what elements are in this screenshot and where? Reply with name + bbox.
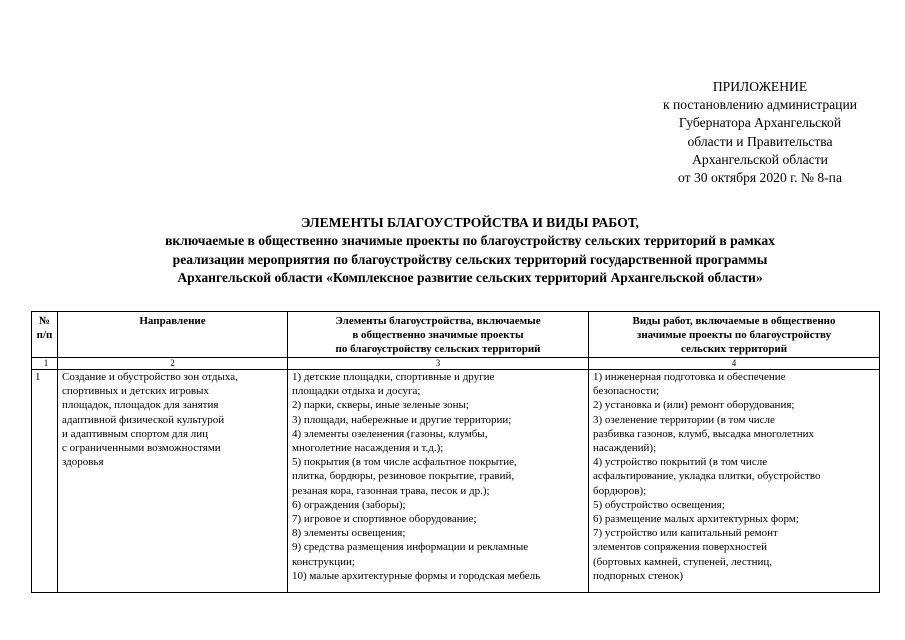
header-works: Виды работ, включаемые в общественно значимые проекты по благоустройству сельских территорий	[589, 312, 880, 358]
header-elements: Элементы благоустройства, включаемые в общественно значимые проекты по благоустройству сельских территорий	[288, 312, 589, 358]
appendix-line: области и Правительства	[687, 133, 833, 149]
column-number: 1	[32, 358, 58, 370]
appendix-line: Архангельской области	[692, 151, 828, 167]
appendix-block	[630, 78, 890, 187]
title-line: реализации мероприятия по благоустройству сельских территорий государственной программы	[172, 251, 768, 267]
column-number-row	[32, 358, 880, 370]
works-table	[31, 311, 880, 593]
row-number: 1	[32, 370, 58, 593]
title-line: включаемые в общественно значимые проекты по благоустройству сельских территорий в рамках	[165, 233, 775, 249]
document-title	[40, 214, 900, 288]
appendix-line: Губернатора Архангельской	[678, 115, 842, 131]
elements-cell: 1) детские площадки, спортивные и другие площадки отдыха и досуга; 2) парки, скверы, иные зеленые зоны; 3) площади, набережные и другие территории; 4) элементы озеленения (газоны, клумбы, многолетние насаждения и т.д.); 5) покрытия (в том числе асфальтное покрытие, плитка, бордюры, резиновое покрытие, гравий, резаная кора, газонная трава, песок и др.); 6) ограждения (заборы); 7) игровое и спортивное оборудование; 8) элементы освещения; 9) средства размещения информации и рекламные конструкции; 10) малые архитектурные формы и городская мебель	[288, 370, 589, 593]
title-line: ЭЛЕМЕНТЫ БЛАГОУСТРОЙСТВА И ВИДЫ РАБОТ,	[301, 215, 639, 230]
appendix-line: к постановлению администрации	[663, 97, 857, 113]
works-cell: 1) инженерная подготовка и обеспечение безопасности; 2) установка и (или) ремонт оборудования; 3) озеленение территории (в том числе разбивка газонов, клумб, высадка многолетних насаждений); 4) устройство покрытий (в том числе асфальтирование, укладка плитки, обустройство бордюров); 5) обустройство освещения; 6) размещение малых архитектурных форм; 7) устройство или капитальный ремонт элементов сопряжения поверхностей (бортовых камней, ступеней, лестниц, подпорных стенок)	[589, 370, 880, 593]
header-num: № п/п	[32, 312, 58, 358]
column-number: 2	[58, 358, 288, 370]
appendix-date-line: от 30 октября 2020 г. № 8-па	[678, 170, 842, 186]
column-number: 4	[589, 358, 880, 370]
header-direction: Направление	[58, 312, 288, 358]
direction-cell: Создание и обустройство зон отдыха, спортивных и детских игровых площадок, площадок для занятия адаптивной физической культурой и адаптивным спортом для лиц с ограниченными возможностями здоровья	[58, 370, 288, 593]
title-line: Архангельской области «Комплексное развитие сельских территорий Архангельской области»	[177, 270, 763, 286]
table-header-row	[32, 312, 880, 358]
table-row	[32, 370, 880, 593]
appendix-title: ПРИЛОЖЕНИЕ	[712, 79, 808, 94]
column-number: 3	[288, 358, 589, 370]
